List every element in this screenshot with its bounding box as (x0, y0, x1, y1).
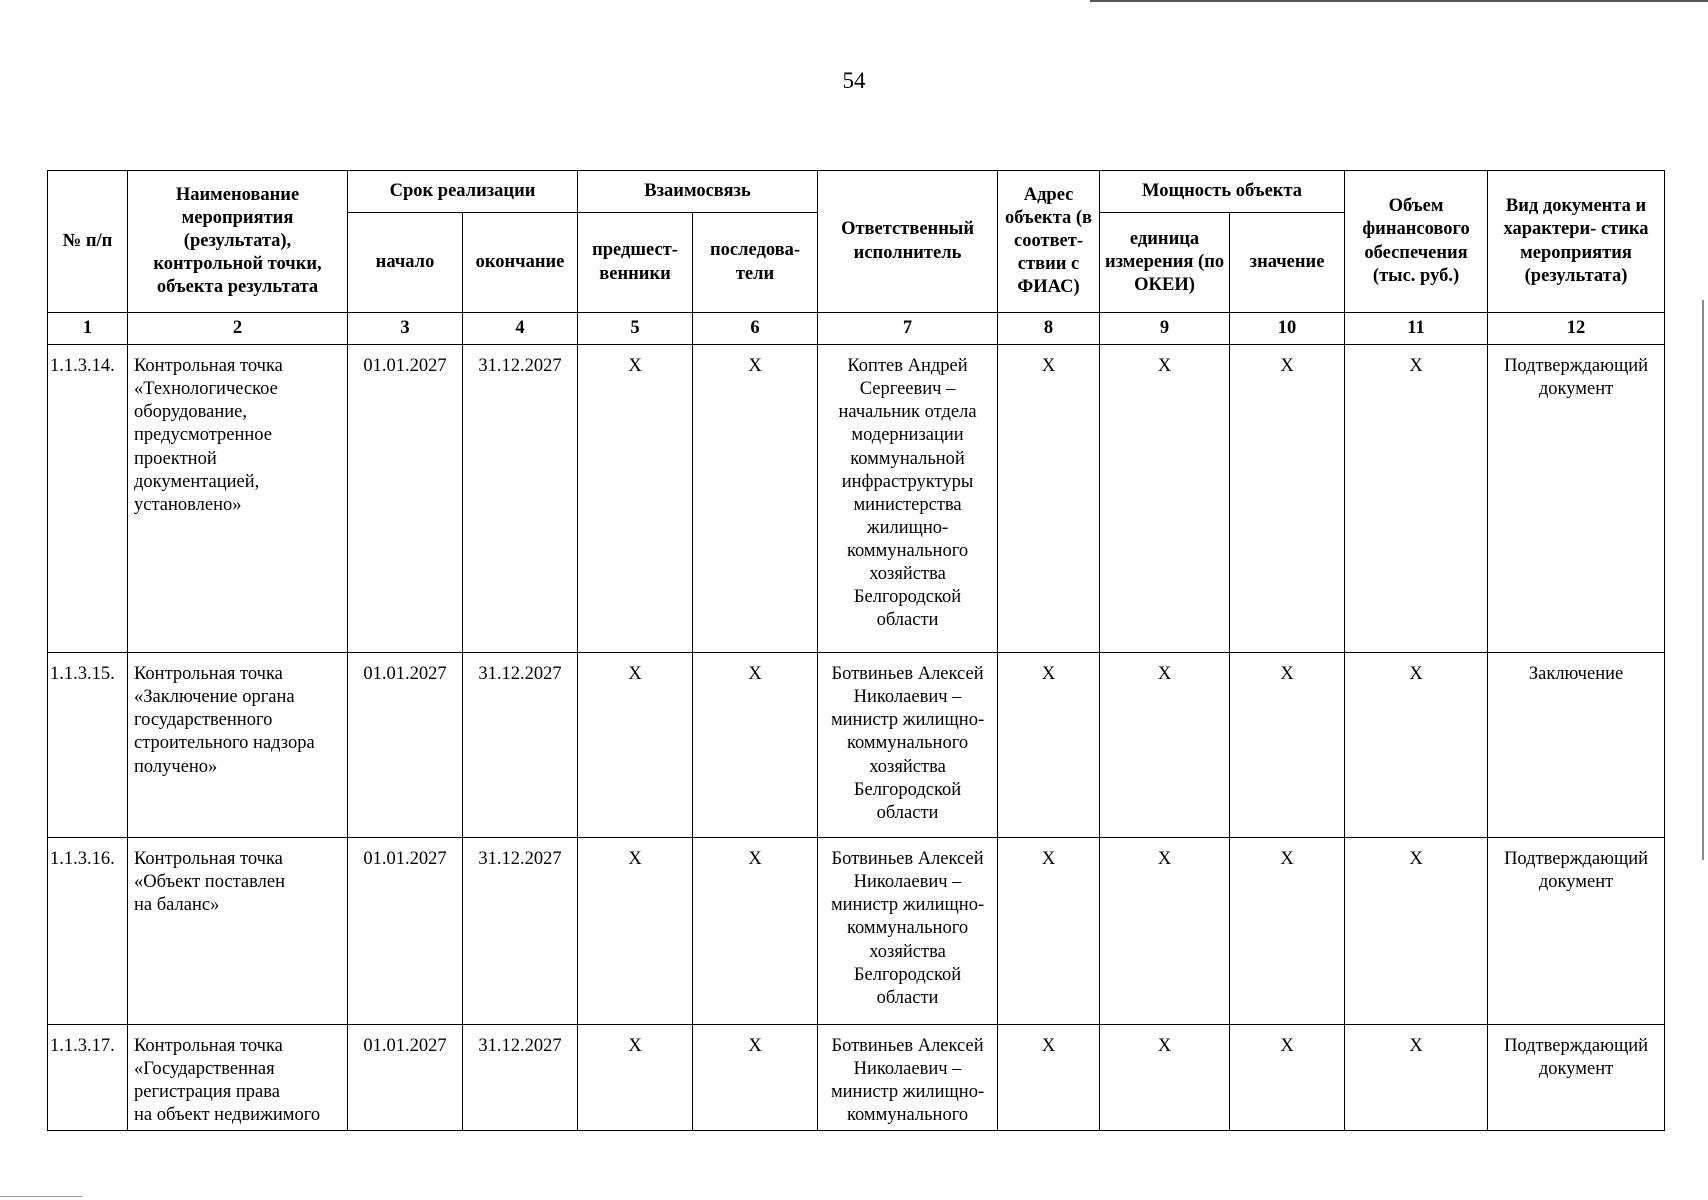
document-type-line: документ (1538, 1059, 1614, 1080)
document-type (1488, 1025, 1665, 1131)
executor-line: области (876, 987, 939, 1008)
header-name: Наименование мероприятия (результата), контрольной точки, объекта результата (128, 171, 348, 313)
row-number: 1.1.3.16. (48, 838, 128, 1025)
table-row (48, 838, 1665, 1025)
scan-artifact-bottom-line (0, 1196, 82, 1197)
unit-cell: X (1100, 345, 1230, 653)
executor-line: хозяйства (869, 941, 946, 962)
header-doc-type: Вид документа и характери- стика мероприятия (результата) (1488, 171, 1665, 313)
activity-name-line: на баланс» (134, 895, 220, 916)
header-end: окончание (463, 213, 578, 313)
activity-name-line: на объект недвижимого (134, 1105, 321, 1126)
row-number: 1.1.3.17. (48, 1025, 128, 1131)
header-start: начало (348, 213, 463, 313)
activity-name-line: «Государственная (134, 1059, 275, 1080)
start-date: 01.01.2027 (348, 838, 463, 1025)
document-type-line: Подтверждающий (1504, 849, 1648, 869)
document-type (1488, 653, 1665, 838)
activity-name-line: «Объект поставлен (134, 872, 285, 893)
unit-cell: X (1100, 838, 1230, 1025)
table-row (48, 1025, 1665, 1131)
address-cell: X (998, 838, 1100, 1025)
activity-name-line: получено» (134, 756, 218, 777)
address-cell: X (998, 345, 1100, 653)
column-number: 8 (998, 313, 1100, 345)
executor-line: Николаевич – (853, 687, 962, 708)
executor-line: области (876, 610, 939, 631)
scan-artifact-top-line (1090, 0, 1708, 2)
header-value: значение (1230, 213, 1345, 313)
document-type-line: Заключение (1528, 664, 1624, 684)
activity-name-line: Контрольная точка (134, 849, 283, 869)
successors-cell: X (693, 653, 818, 838)
value-cell: X (1230, 653, 1345, 838)
executor-line: коммунального (846, 1105, 969, 1126)
end-date: 31.12.2027 (463, 653, 578, 838)
executor-line: коммунального (846, 918, 969, 939)
successors-cell: X (693, 838, 818, 1025)
executor-line: начальник отдела (838, 402, 977, 423)
executor-line: коммунального (846, 733, 969, 754)
header-term-group: Срок реализации (348, 171, 578, 213)
executor-line: хозяйства (869, 756, 946, 777)
scan-artifact-right-edge (1702, 300, 1704, 860)
activities-table (47, 170, 1665, 1131)
column-number: 9 (1100, 313, 1230, 345)
predecessors-cell: X (578, 1025, 693, 1131)
header-address: Адрес объекта (в соответ- ствии с ФИАС) (998, 171, 1100, 313)
successors-cell: X (693, 1025, 818, 1131)
document-type-line: Подтверждающий (1504, 356, 1648, 376)
table-row (48, 653, 1665, 838)
document-type (1488, 345, 1665, 653)
executor (818, 345, 998, 653)
column-number: 1 (48, 313, 128, 345)
column-number: 5 (578, 313, 693, 345)
executor-line: Николаевич – (853, 872, 962, 893)
header-capacity-group: Мощность объекта (1100, 171, 1345, 213)
activity-name-line: государственного (134, 710, 273, 731)
header-no: № п/п (48, 171, 128, 313)
executor-line: Николаевич – (853, 1059, 962, 1080)
header-successors: последова- тели (693, 213, 818, 313)
header-funding: Объем финансового обеспечения (тыс. руб.) (1345, 171, 1488, 313)
value-cell: X (1230, 1025, 1345, 1131)
value-cell: X (1230, 838, 1345, 1025)
executor (818, 838, 998, 1025)
executor (818, 653, 998, 838)
activity-name (128, 653, 348, 838)
executor-line: Белгородской (853, 587, 962, 608)
column-number: 2 (128, 313, 348, 345)
executor-line: модернизации (851, 425, 964, 446)
funding-cell: X (1345, 653, 1488, 838)
row-number: 1.1.3.15. (48, 653, 128, 838)
unit-cell: X (1100, 1025, 1230, 1131)
predecessors-cell: X (578, 345, 693, 653)
executor-line: коммунальной (850, 448, 965, 469)
column-number: 6 (693, 313, 818, 345)
end-date: 31.12.2027 (463, 345, 578, 653)
activity-name-line: документацией, (134, 471, 260, 492)
predecessors-cell: X (578, 653, 693, 838)
executor-line: Ботвиньев Алексей (831, 664, 984, 684)
executor-line: коммунального (846, 541, 969, 561)
executor-line: министр жилищно- (830, 710, 985, 731)
successors-cell: X (693, 345, 818, 653)
activity-name-line: Контрольная точка (134, 1036, 283, 1056)
column-number: 11 (1345, 313, 1488, 345)
funding-cell: X (1345, 345, 1488, 653)
activity-name-line: Контрольная точка (134, 664, 283, 684)
executor-line: министр жилищно- (830, 1082, 985, 1103)
funding-cell: X (1345, 1025, 1488, 1131)
address-cell: X (998, 1025, 1100, 1131)
activity-name-line: установлено» (134, 494, 242, 515)
document-type-line: Подтверждающий (1504, 1036, 1648, 1056)
executor-line: министр жилищно- (830, 895, 985, 916)
start-date: 01.01.2027 (348, 1025, 463, 1131)
column-number: 3 (348, 313, 463, 345)
funding-cell: X (1345, 838, 1488, 1025)
page-number: 54 (842, 68, 866, 93)
activity-name-line: строительного надзора (134, 733, 315, 754)
end-date: 31.12.2027 (463, 838, 578, 1025)
executor-line: министерства (853, 494, 962, 515)
executor (818, 1025, 998, 1131)
activity-name-line: Контрольная точка (134, 356, 283, 376)
activity-name (128, 1025, 348, 1131)
header-executor: Ответственный исполнитель (818, 171, 998, 313)
activity-name-line: оборудование, (134, 402, 248, 423)
header-unit: единица измерения (по ОКЕИ) (1100, 213, 1230, 313)
table-row (48, 345, 1665, 653)
header-predecessors: предшест- венники (578, 213, 693, 313)
activity-name-line: предусмотренное (134, 425, 272, 446)
row-number: 1.1.3.14. (48, 345, 128, 653)
executor-line: Коптев Андрей (847, 356, 968, 376)
column-number: 10 (1230, 313, 1345, 345)
document-type-line: документ (1538, 379, 1614, 400)
executor-line: хозяйства (869, 564, 946, 585)
activity-name-line: «Заключение органа (134, 687, 295, 708)
column-number: 4 (463, 313, 578, 345)
document-type (1488, 838, 1665, 1025)
executor-line: жилищно- (866, 517, 949, 538)
unit-cell: X (1100, 653, 1230, 838)
executor-line: Ботвиньев Алексей (831, 849, 984, 869)
address-cell: X (998, 653, 1100, 838)
end-date: 31.12.2027 (463, 1025, 578, 1131)
predecessors-cell: X (578, 838, 693, 1025)
activity-name-line: регистрация права (134, 1082, 280, 1103)
executor-line: инфраструктуры (841, 471, 974, 492)
executor-line: Ботвиньев Алексей (831, 1036, 984, 1056)
column-number-row (48, 313, 1665, 345)
column-number: 12 (1488, 313, 1665, 345)
document-type-line: документ (1538, 872, 1614, 893)
column-number: 7 (818, 313, 998, 345)
start-date: 01.01.2027 (348, 345, 463, 653)
activity-name (128, 838, 348, 1025)
start-date: 01.01.2027 (348, 653, 463, 838)
executor-line: области (876, 802, 939, 823)
activity-name (128, 345, 348, 653)
activity-name-line: проектной (134, 448, 217, 469)
value-cell: X (1230, 345, 1345, 653)
activity-name-line: «Технологическое (134, 379, 278, 400)
executor-line: Белгородской (853, 964, 962, 985)
header-link-group: Взаимосвязь (578, 171, 818, 213)
executor-line: Белгородской (853, 779, 962, 800)
executor-line: Сергеевич – (859, 379, 956, 400)
